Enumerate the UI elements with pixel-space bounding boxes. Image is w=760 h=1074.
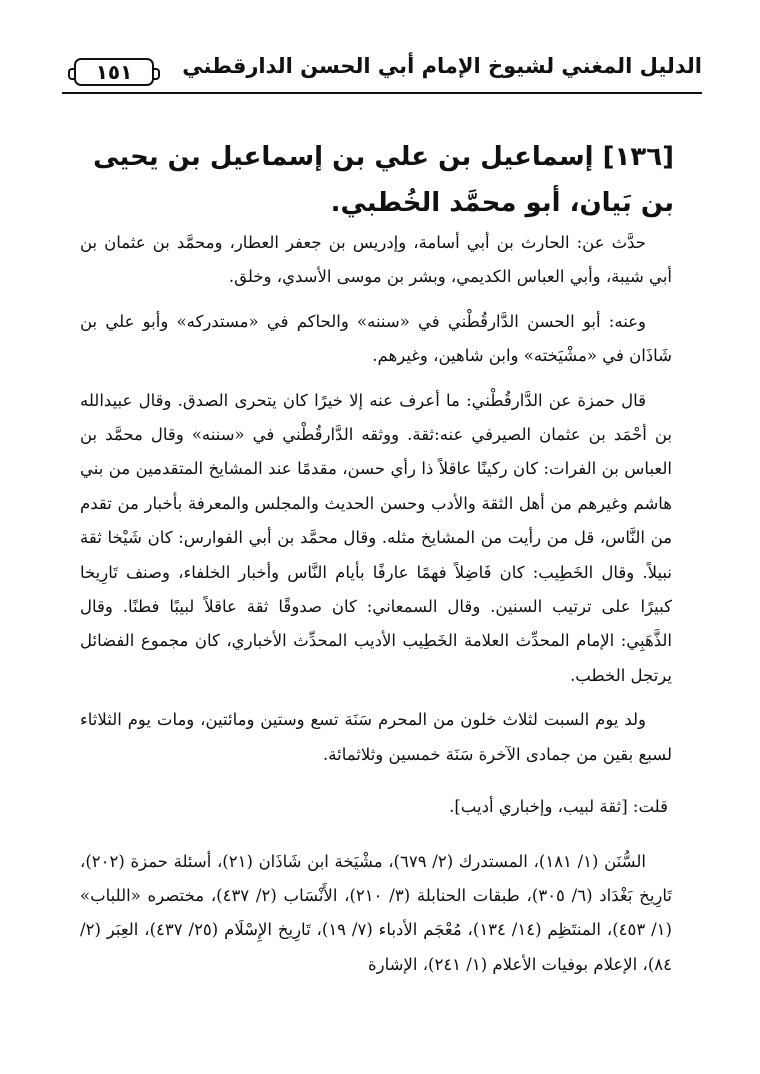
- references: السُّنَن (١/ ١٨١)، المستدرك (٢/ ٦٧٩)، مشْيَخة ابن شَاذَان (٢١)، أسئلة حمزة (٢٠٢)، تَارِيخ بَغْدَاد (٦/ ٣٠٥)، طبقات الحنابلة (٣/ ٢١٠)، الأَنْسَاب (٢/ ٤٣٧)، مختصره «اللباب» (١/ ٤٥٣)، المنتَظِم (١٤/ ١٣٤)، مُعْجَم الأدباء (٧/ ١٩)، تَارِيخ الإِسْلَام (٢٥/ ٤٣٧)، العِبَر (٢/ ٨٤)، الإعلام بوفيات الأعلام (١/ ٢٤١)، الإشارة: [80, 851, 673, 974]
- entry-body: [80, 226, 672, 982]
- page-number: ١٥١: [74, 58, 154, 86]
- paragraph-teachers: حدَّث عن: الحارث بن أبي أسامة، وإدريس بن جعفر العطار، ومحمَّد بن عثمان بن أبي شيبة، وأبي العباس الكديمي، وبشر بن موسى الأسدي، وخلق.: [80, 233, 672, 287]
- author-note: قلت: [ثقة لبيب، وإخباري أديب].: [449, 797, 668, 817]
- running-header: [62, 52, 702, 94]
- entry-title: [١٣٦] إسماعيل بن علي بن إسماعيل بن يحيى بن بَيان، أبو محمَّد الخُطبي.: [93, 142, 674, 218]
- header-title: الدليل المغني لشيوخ الإمام أبي الحسن الدارقطني: [182, 54, 702, 78]
- paragraph-students: وعنه: أبو الحسن الدَّارقُطْني في «سننه» والحاكم في «مستدركه» وأبو علي بن شَاذَان في «مشْيَخته» وابن شاهين، وغيرهم.: [80, 311, 672, 366]
- paragraph-birth-death: ولد يوم السبت لثلاث خلون من المحرم سَنَة تسع وستين ومائتين، ومات يوم الثلاثاء لسبع بقين من جمادى الآخرة سَنَة خمسين وثلاثمائة.: [80, 710, 672, 764]
- paragraph-grading: قال حمزة عن الدَّارقُطْني: ما أعرف عنه إلا خيرًا كان يتحرى الصدق. وقال عبيدالله بن أحْمَد بن عثمان الصيرفي عنه:ثقة. ووثقه الدَّارقُطْني في «سننه» وقال محمَّد بن العباس بن الفرات: كان ركينًا عاقلاً ذا رأي حسن، مقدمًا عند المشايخ المتقدمين من بني هاشم وغيرهم من أهل الثقة والأدب وحسن الحديث والمجلس والمعرفة بأخبار من تقدم من النَّاس، قل من رأيت من المشايخ مثله. وقال محمَّد بن أبي الفوارس: كان شَيْخا ثقة نبيلاً. وقال الخَطِيب: كان فَاضِلاً فهمًا عارفًا بأيام النَّاس وأخبار الخلفاء، وصنف تَارِيخا كبيرًا على ترتيب السنين. وقال السمعاني: كان صدوقًا ثقة عاقلاً لبيبًا فطنًا. وقال الذَّهَبِي: الإمام المحدِّث العلامة الخَطِيب الأديب المحدِّث الأخباري، كان مجموع الفضائل يرتجل الخطب.: [80, 390, 672, 685]
